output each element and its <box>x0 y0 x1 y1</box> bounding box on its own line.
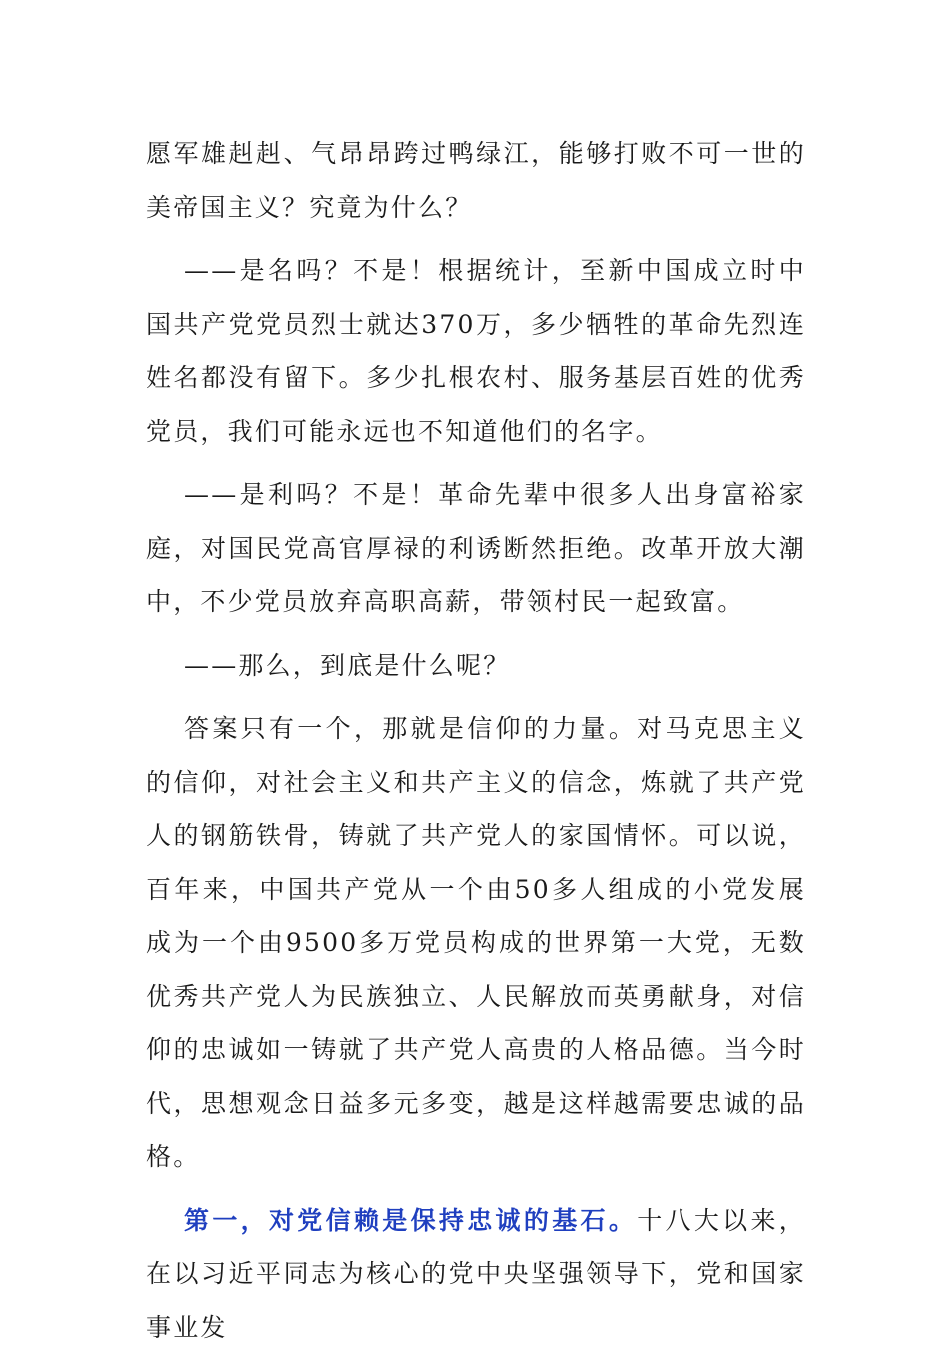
document-body <box>146 127 806 1364</box>
point-body: 十八大以来，在以习近平同志为核心的党中央坚强领导下，党和国家事业发 <box>146 1205 807 1342</box>
paragraph-answer: 答案只有一个，那就是信仰的力量。对马克思主义的信仰，对社会主义和共产主义的信念，炼就了共产党人的钢筋铁骨，铸就了共产党人的家国情怀。可以说，百年来，中国共产党从一个由50多人组成的小党发展成为一个由9500多万党员构成的世界第一大党，无数优秀共产党人为民族独立、人民解放而英勇献身，对信仰的忠诚如一铸就了共产党人高贵的人格品德。当今时代，思想观念日益多元多变，越是这样越需要忠诚的品格。 <box>146 714 806 1171</box>
point-heading: 第一，对党信赖是保持忠诚的基石。 <box>184 1205 638 1235</box>
paragraph-profit: ——是利吗？不是！革命先辈中很多人出身富裕家庭，对国民党高官厚禄的利诱断然拒绝。改革开放大潮中，不少党员放弃高职高薪，带领村民一起致富。 <box>146 480 806 616</box>
paragraph-first-point <box>146 1194 806 1355</box>
paragraph-question: ——那么，到底是什么呢？ <box>184 650 511 680</box>
paragraph-continuation: 愿军雄赳赳、气昂昂跨过鸭绿江，能够打败不可一世的美帝国主义？究竟为什么？ <box>146 139 806 222</box>
paragraph-fame: ——是名吗？不是！根据统计，至新中国成立时中国共产党党员烈士就达370万，多少牺牲的革命先烈连姓名都没有留下。多少扎根农村、服务基层百姓的优秀党员，我们可能永远也不知道他们的名字。 <box>146 256 806 446</box>
